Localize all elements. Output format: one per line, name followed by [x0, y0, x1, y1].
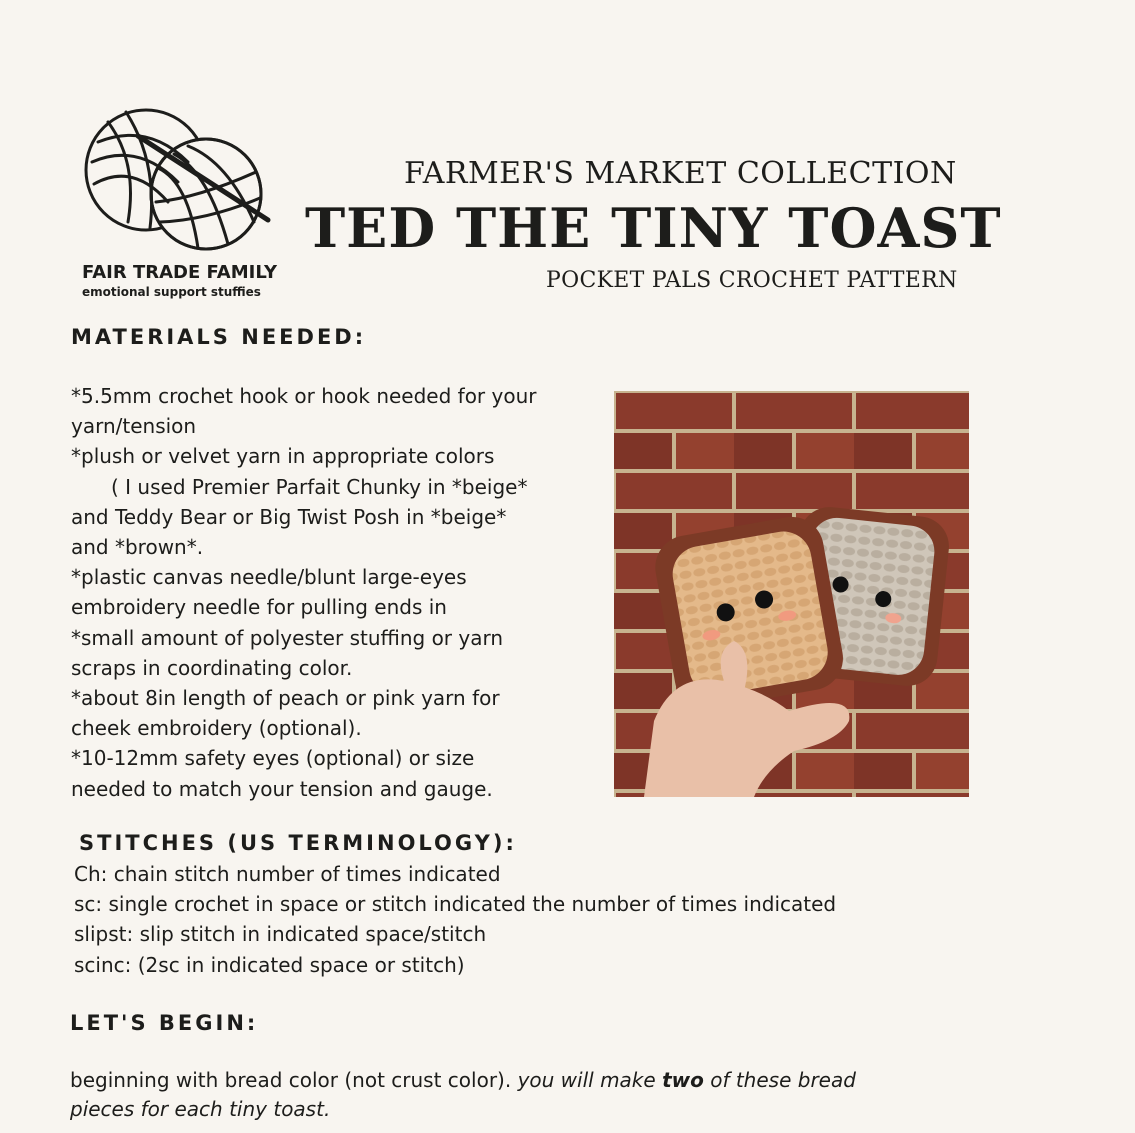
stitch-line: scinc: (2sc in indicated space or stitch): [74, 952, 465, 977]
toast-plushies-photo: [614, 391, 969, 797]
materials-line: and Teddy Bear or Big Twist Posh in *beige*: [71, 504, 507, 529]
materials-line: *about 8in length of peach or pink yarn for: [71, 686, 500, 711]
materials-line: *5.5mm crochet hook or hook needed for your: [71, 384, 537, 408]
materials-heading: MATERIALS NEEDED:: [71, 325, 367, 349]
materials-line: yarn/tension: [71, 414, 197, 439]
toast-photo-illustration: [614, 391, 969, 797]
begin-text-bold: two: [662, 1068, 704, 1092]
materials-line: *plush or velvet yarn in appropriate colors: [71, 444, 495, 469]
stitch-line: slipst: slip stitch in indicated space/stitch: [74, 922, 487, 947]
page-title: TED THE TINY TOAST: [305, 196, 1002, 260]
collection-heading: FARMER'S MARKET COLLECTION: [404, 156, 957, 191]
yarn-ball-icon: [78, 102, 278, 252]
materials-line: cheek embroidery (optional).: [71, 716, 362, 741]
stitches-heading: STITCHES (US TERMINOLOGY):: [79, 831, 517, 855]
materials-line: embroidery needle for pulling ends in: [71, 595, 447, 620]
begin-text-italic: of these bread: [710, 1068, 856, 1092]
begin-heading: LET'S BEGIN:: [70, 1011, 259, 1035]
begin-text-plain: beginning with bread color (not crust color).: [70, 1068, 512, 1092]
materials-line: *10-12mm safety eyes (optional) or size: [71, 746, 475, 771]
materials-line: scraps in coordinating color.: [71, 655, 353, 680]
yarn-ball-logo: [78, 102, 278, 252]
brand-name: FAIR TRADE FAMILY: [82, 262, 278, 283]
pattern-subtitle: POCKET PALS CROCHET PATTERN: [546, 268, 958, 293]
materials-line: ( I used Premier Parfait Chunky in *beige*: [111, 474, 528, 499]
begin-paragraph: [70, 1066, 856, 1124]
brand-tagline: emotional support stuffies: [82, 285, 261, 299]
materials-line: and *brown*.: [71, 535, 204, 560]
stitch-line: Ch: chain stitch number of times indicated: [74, 862, 501, 886]
begin-text-line2: pieces for each tiny toast.: [70, 1097, 331, 1121]
stitch-line: sc: single crochet in space or stitch indicated the number of times indicated: [74, 892, 837, 917]
begin-text-italic: you will make: [517, 1068, 656, 1092]
materials-line: needed to match your tension and gauge.: [71, 776, 493, 801]
materials-line: *plastic canvas needle/blunt large-eyes: [71, 565, 467, 590]
materials-list: [71, 381, 601, 804]
stitches-list: [74, 859, 836, 980]
materials-line: *small amount of polyester stuffing or yarn: [71, 625, 504, 650]
